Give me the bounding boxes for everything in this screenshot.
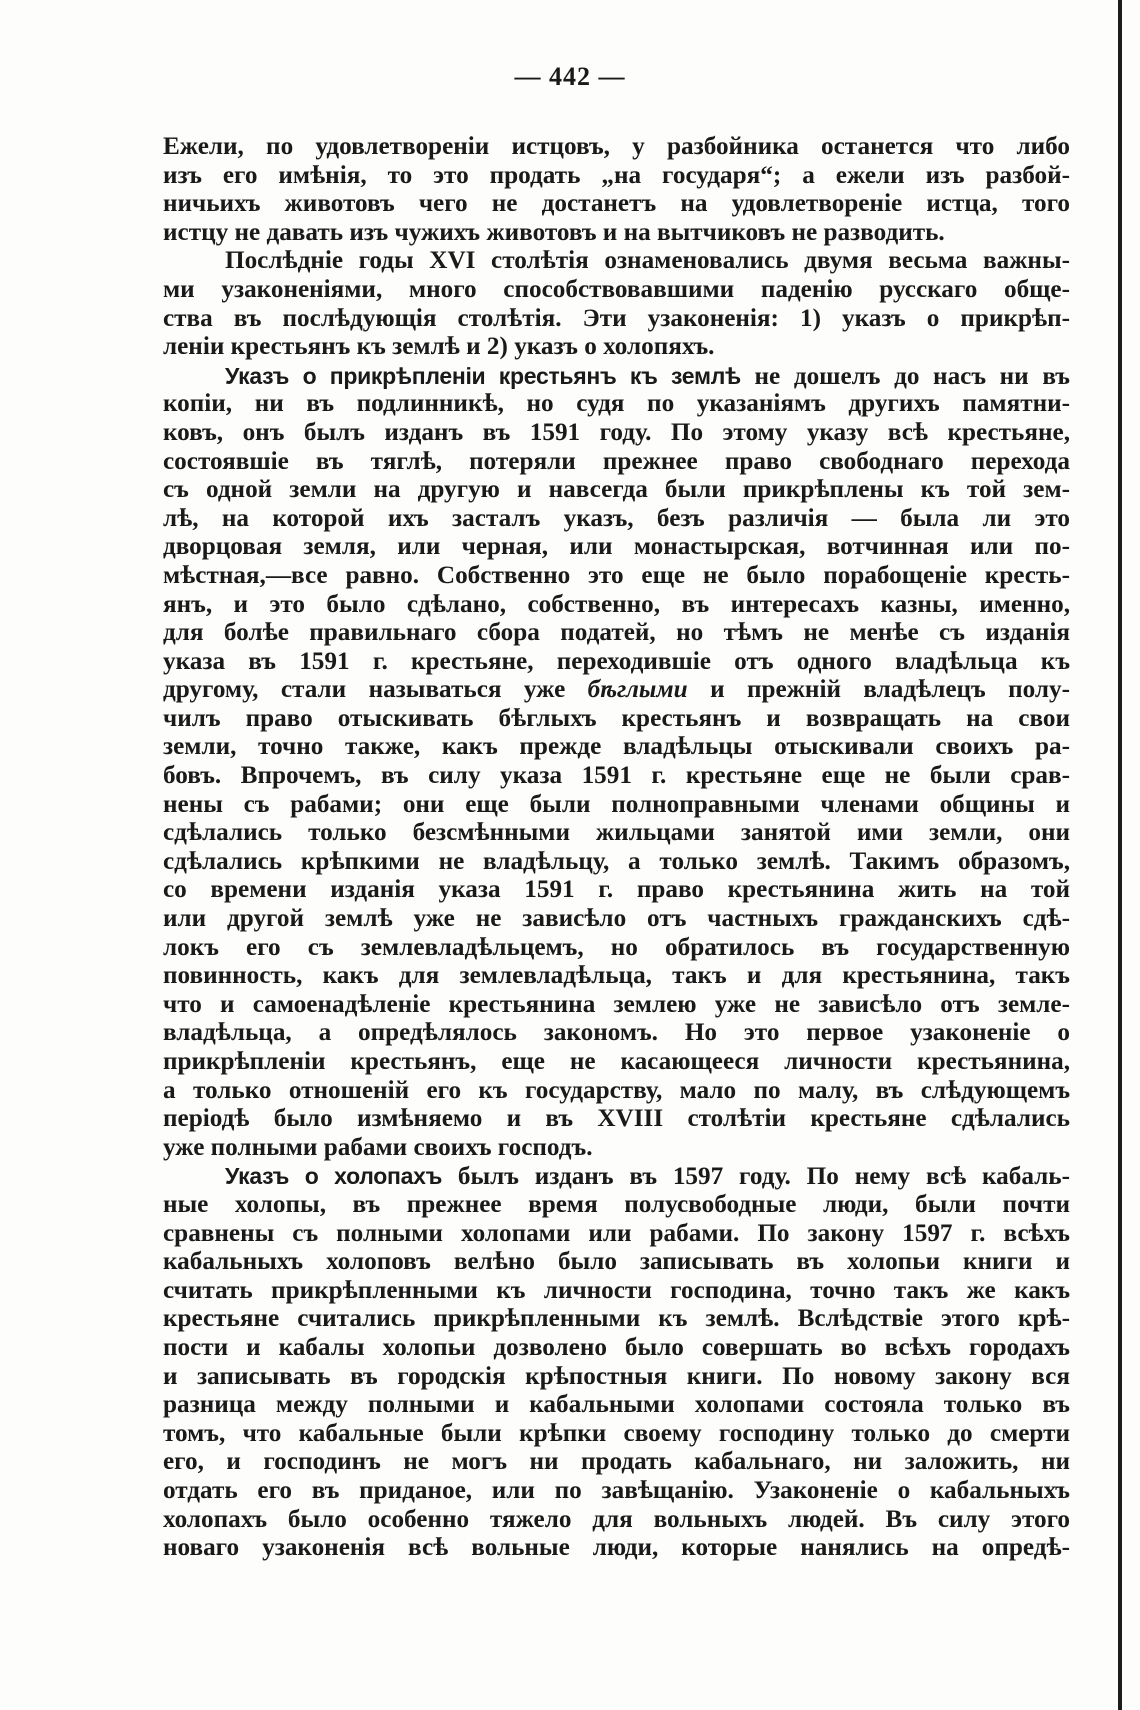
line-text: его, и господинъ не могъ ни продать кабальнаго, ни заложить, ни bbox=[163, 1448, 1070, 1476]
text-line bbox=[163, 1305, 1070, 1334]
line-text: сравнены съ полными холопами или рабами. По закону 1597 г. всѣхъ bbox=[163, 1219, 1070, 1247]
line-text: повинность, какъ для землевладѣльца, такъ и для крестьянина, такъ bbox=[163, 962, 1070, 990]
line-text: новаго узаконенія всѣ вольные люди, которые нанялись на опредѣ- bbox=[163, 1534, 1070, 1562]
text-line bbox=[163, 848, 1070, 877]
text-line bbox=[163, 1248, 1070, 1277]
text-line bbox=[163, 1162, 1070, 1191]
line-text: для болѣе правильнаго сбора податей, но тѣмъ не менѣе съ изданія bbox=[163, 619, 1070, 647]
text-line bbox=[163, 390, 1070, 419]
line-text: чилъ право отыскивать бѣглыхъ крестьянъ и возвращать на свои bbox=[163, 704, 1070, 732]
line-text: Послѣдніе годы XVI столѣтія ознаменовались двумя весьма важны- bbox=[225, 247, 1070, 275]
text-line bbox=[163, 1477, 1070, 1506]
line-text: и прежній владѣлецъ полу- bbox=[687, 676, 1070, 704]
text-line bbox=[163, 733, 1070, 762]
text-line bbox=[163, 448, 1070, 477]
text-line bbox=[163, 505, 1070, 534]
line-text: отдать его въ приданое, или по завѣщанію. Узаконеніе о кабальныхъ bbox=[163, 1476, 1070, 1504]
text-line bbox=[163, 1077, 1070, 1106]
text-line bbox=[163, 1448, 1070, 1477]
line-text: ства въ послѣдующія столѣтія. Эти узаконенія: 1) указъ о прикрѣп- bbox=[163, 304, 1070, 332]
text-line bbox=[163, 876, 1070, 905]
line-text: дворцовая земля, или черная, или монастырская, вотчинная или по- bbox=[163, 533, 1070, 561]
line-text: янъ, и это было сдѣлано, собственно, въ интересахъ казны, именно, bbox=[163, 590, 1070, 618]
line-text: и записывать въ городскія крѣпостныя книги. По новому закону вся bbox=[163, 1362, 1070, 1390]
text-line bbox=[163, 533, 1070, 562]
line-text: ные холопы, въ прежнее время полусвободные люди, были почти bbox=[163, 1190, 1070, 1218]
line-text: былъ изданъ въ 1597 году. По нему всѣ кабаль- bbox=[442, 1163, 1070, 1191]
text-line bbox=[163, 190, 1070, 219]
line-text: прикрѣпленіи крестьянъ, еще не касающееся личности крестьянина, bbox=[163, 1048, 1070, 1075]
text-line bbox=[163, 562, 1070, 591]
body-text bbox=[163, 133, 1070, 1563]
text-line bbox=[163, 333, 1070, 362]
text-line bbox=[163, 1105, 1070, 1134]
text-line bbox=[163, 162, 1070, 191]
text-line bbox=[163, 305, 1070, 334]
text-line bbox=[163, 1363, 1070, 1392]
text-line bbox=[163, 1220, 1070, 1249]
line-text: ковъ, онъ былъ изданъ въ 1591 году. По этому указу всѣ крестьяне, bbox=[163, 418, 1070, 446]
text-line bbox=[163, 1391, 1070, 1420]
line-text: ми узаконеніями, много способствовавшими паденію русскаго обще- bbox=[163, 275, 1070, 303]
line-text: съ одной земли на другую и навсегда были прикрѣплены къ той зем- bbox=[163, 476, 1070, 504]
text-line bbox=[163, 905, 1070, 934]
line-text: леніи крестьянъ къ землѣ и 2) указъ о холопяхъ. bbox=[163, 333, 715, 361]
line-text: не дошелъ до насъ ни въ bbox=[740, 362, 1070, 390]
line-text: разница между полными и кабальными холопами состояла только въ bbox=[163, 1391, 1070, 1419]
text-line bbox=[163, 247, 1070, 276]
text-line bbox=[163, 419, 1070, 448]
line-text: земли, точно также, какъ прежде владѣльцы отыскивали своихъ ра- bbox=[163, 733, 1070, 761]
text-line bbox=[163, 1134, 1070, 1163]
line-text: что и самоенадѣленіе крестьянина землею уже не зависѣло отъ земле- bbox=[163, 990, 1070, 1018]
line-text: сдѣлались крѣпкими не владѣльцу, а только землѣ. Такимъ образомъ, bbox=[163, 847, 1070, 875]
line-text: изъ его имѣнія, то это продать „на государя“; а ежели изъ разбой- bbox=[163, 161, 1070, 189]
text-line bbox=[163, 1506, 1070, 1535]
text-line bbox=[163, 219, 1070, 248]
line-text: состоявшіе въ тяглѣ, потеряли прежнее право свободнаго перехода bbox=[163, 447, 1070, 475]
line-text-prefix: другому, стали называться уже bbox=[163, 676, 588, 704]
line-text: истцу не давать изъ чужихъ животовъ и на вытчиковъ не разводить. bbox=[163, 218, 945, 246]
line-text: холопахъ было особенно тяжело для вольныхъ людей. Въ силу этого bbox=[163, 1505, 1070, 1533]
text-line bbox=[163, 1277, 1070, 1306]
line-text: томъ, что кабальные были крѣпки своему господину только до смерти bbox=[163, 1419, 1070, 1447]
line-text: крестьяне считались прикрѣпленными къ землѣ. Вслѣдствіе этого крѣ- bbox=[163, 1305, 1070, 1333]
italic-term: бѣглыми bbox=[587, 676, 688, 704]
text-line bbox=[163, 934, 1070, 963]
section-lead-heading: Указъ о прикрѣпленіи крестьянъ къ землѣ bbox=[225, 362, 741, 389]
text-line bbox=[163, 648, 1070, 677]
line-text: періодѣ было измѣняемо и въ XVIII столѣтіи крестьяне сдѣлались bbox=[163, 1105, 1070, 1133]
text-line bbox=[163, 762, 1070, 791]
text-line bbox=[163, 1019, 1070, 1048]
line-text: копіи, ни въ подлинникѣ, но судя по указаніямъ другихъ памятни- bbox=[163, 390, 1070, 418]
line-text: считать прикрѣпленными къ личности господина, точно такъ же какъ bbox=[163, 1276, 1070, 1304]
line-text: Ежели, по удовлетвореніи истцовъ, у разбойника останется что либо bbox=[163, 133, 1070, 160]
text-line bbox=[163, 1048, 1070, 1077]
line-text: или другой землѣ уже не зависѣло отъ частныхъ гражданскихъ сдѣ- bbox=[163, 905, 1070, 933]
text-line bbox=[163, 1420, 1070, 1449]
line-text: локъ его съ землевладѣльцемъ, но обратилось въ государственную bbox=[163, 933, 1070, 961]
line-text: нены съ рабами; они еще были полноправными членами общины и bbox=[163, 790, 1070, 818]
text-line bbox=[163, 962, 1070, 991]
page-edge-line bbox=[1118, 0, 1122, 1710]
line-text: кабальныхъ холоповъ велѣно было записывать въ холопьи книги и bbox=[163, 1248, 1070, 1276]
text-line bbox=[163, 476, 1070, 505]
text-line bbox=[163, 676, 1070, 705]
text-line bbox=[163, 1334, 1070, 1363]
text-line bbox=[163, 819, 1070, 848]
line-text: уже полными рабами своихъ господъ. bbox=[163, 1133, 593, 1161]
line-text: а только отношеній его къ государству, мало по малу, въ слѣдующемъ bbox=[163, 1076, 1070, 1104]
section-lead-heading: Указъ о холопахъ bbox=[225, 1163, 443, 1190]
text-line bbox=[163, 362, 1070, 391]
line-text: со времени изданія указа 1591 г. право крестьянина жить на той bbox=[163, 876, 1070, 904]
text-line bbox=[163, 791, 1070, 820]
line-text: лѣ, на которой ихъ засталъ указъ, безъ различія — была ли это bbox=[163, 504, 1070, 532]
text-line bbox=[163, 705, 1070, 734]
text-line bbox=[163, 591, 1070, 620]
text-line bbox=[163, 1534, 1070, 1563]
text-line bbox=[163, 276, 1070, 305]
line-text: сдѣлались только безсмѣнными жильцами занятой ими земли, они bbox=[163, 819, 1070, 847]
line-text: бовъ. Впрочемъ, въ силу указа 1591 г. крестьяне еще не были срав- bbox=[163, 762, 1070, 790]
text-line bbox=[163, 619, 1070, 648]
text-line bbox=[163, 133, 1070, 162]
page-number: — 442 — bbox=[514, 62, 626, 91]
line-text: владѣльца, а опредѣлялось закономъ. Но это первое узаконеніе о bbox=[163, 1019, 1070, 1047]
line-text: мѣстная,—все равно. Собственно это еще не было порабощеніе кресть- bbox=[163, 561, 1070, 589]
text-line bbox=[163, 991, 1070, 1020]
line-text: указа въ 1591 г. крестьяне, переходившіе отъ одного владѣльца къ bbox=[163, 647, 1070, 675]
line-text: пости и кабалы холопьи дозволено было совершать во всѣхъ городахъ bbox=[163, 1333, 1070, 1361]
text-line bbox=[163, 1191, 1070, 1220]
line-text: ничьихъ животовъ чего не достанетъ на удовлетвореніе истца, того bbox=[163, 190, 1070, 218]
